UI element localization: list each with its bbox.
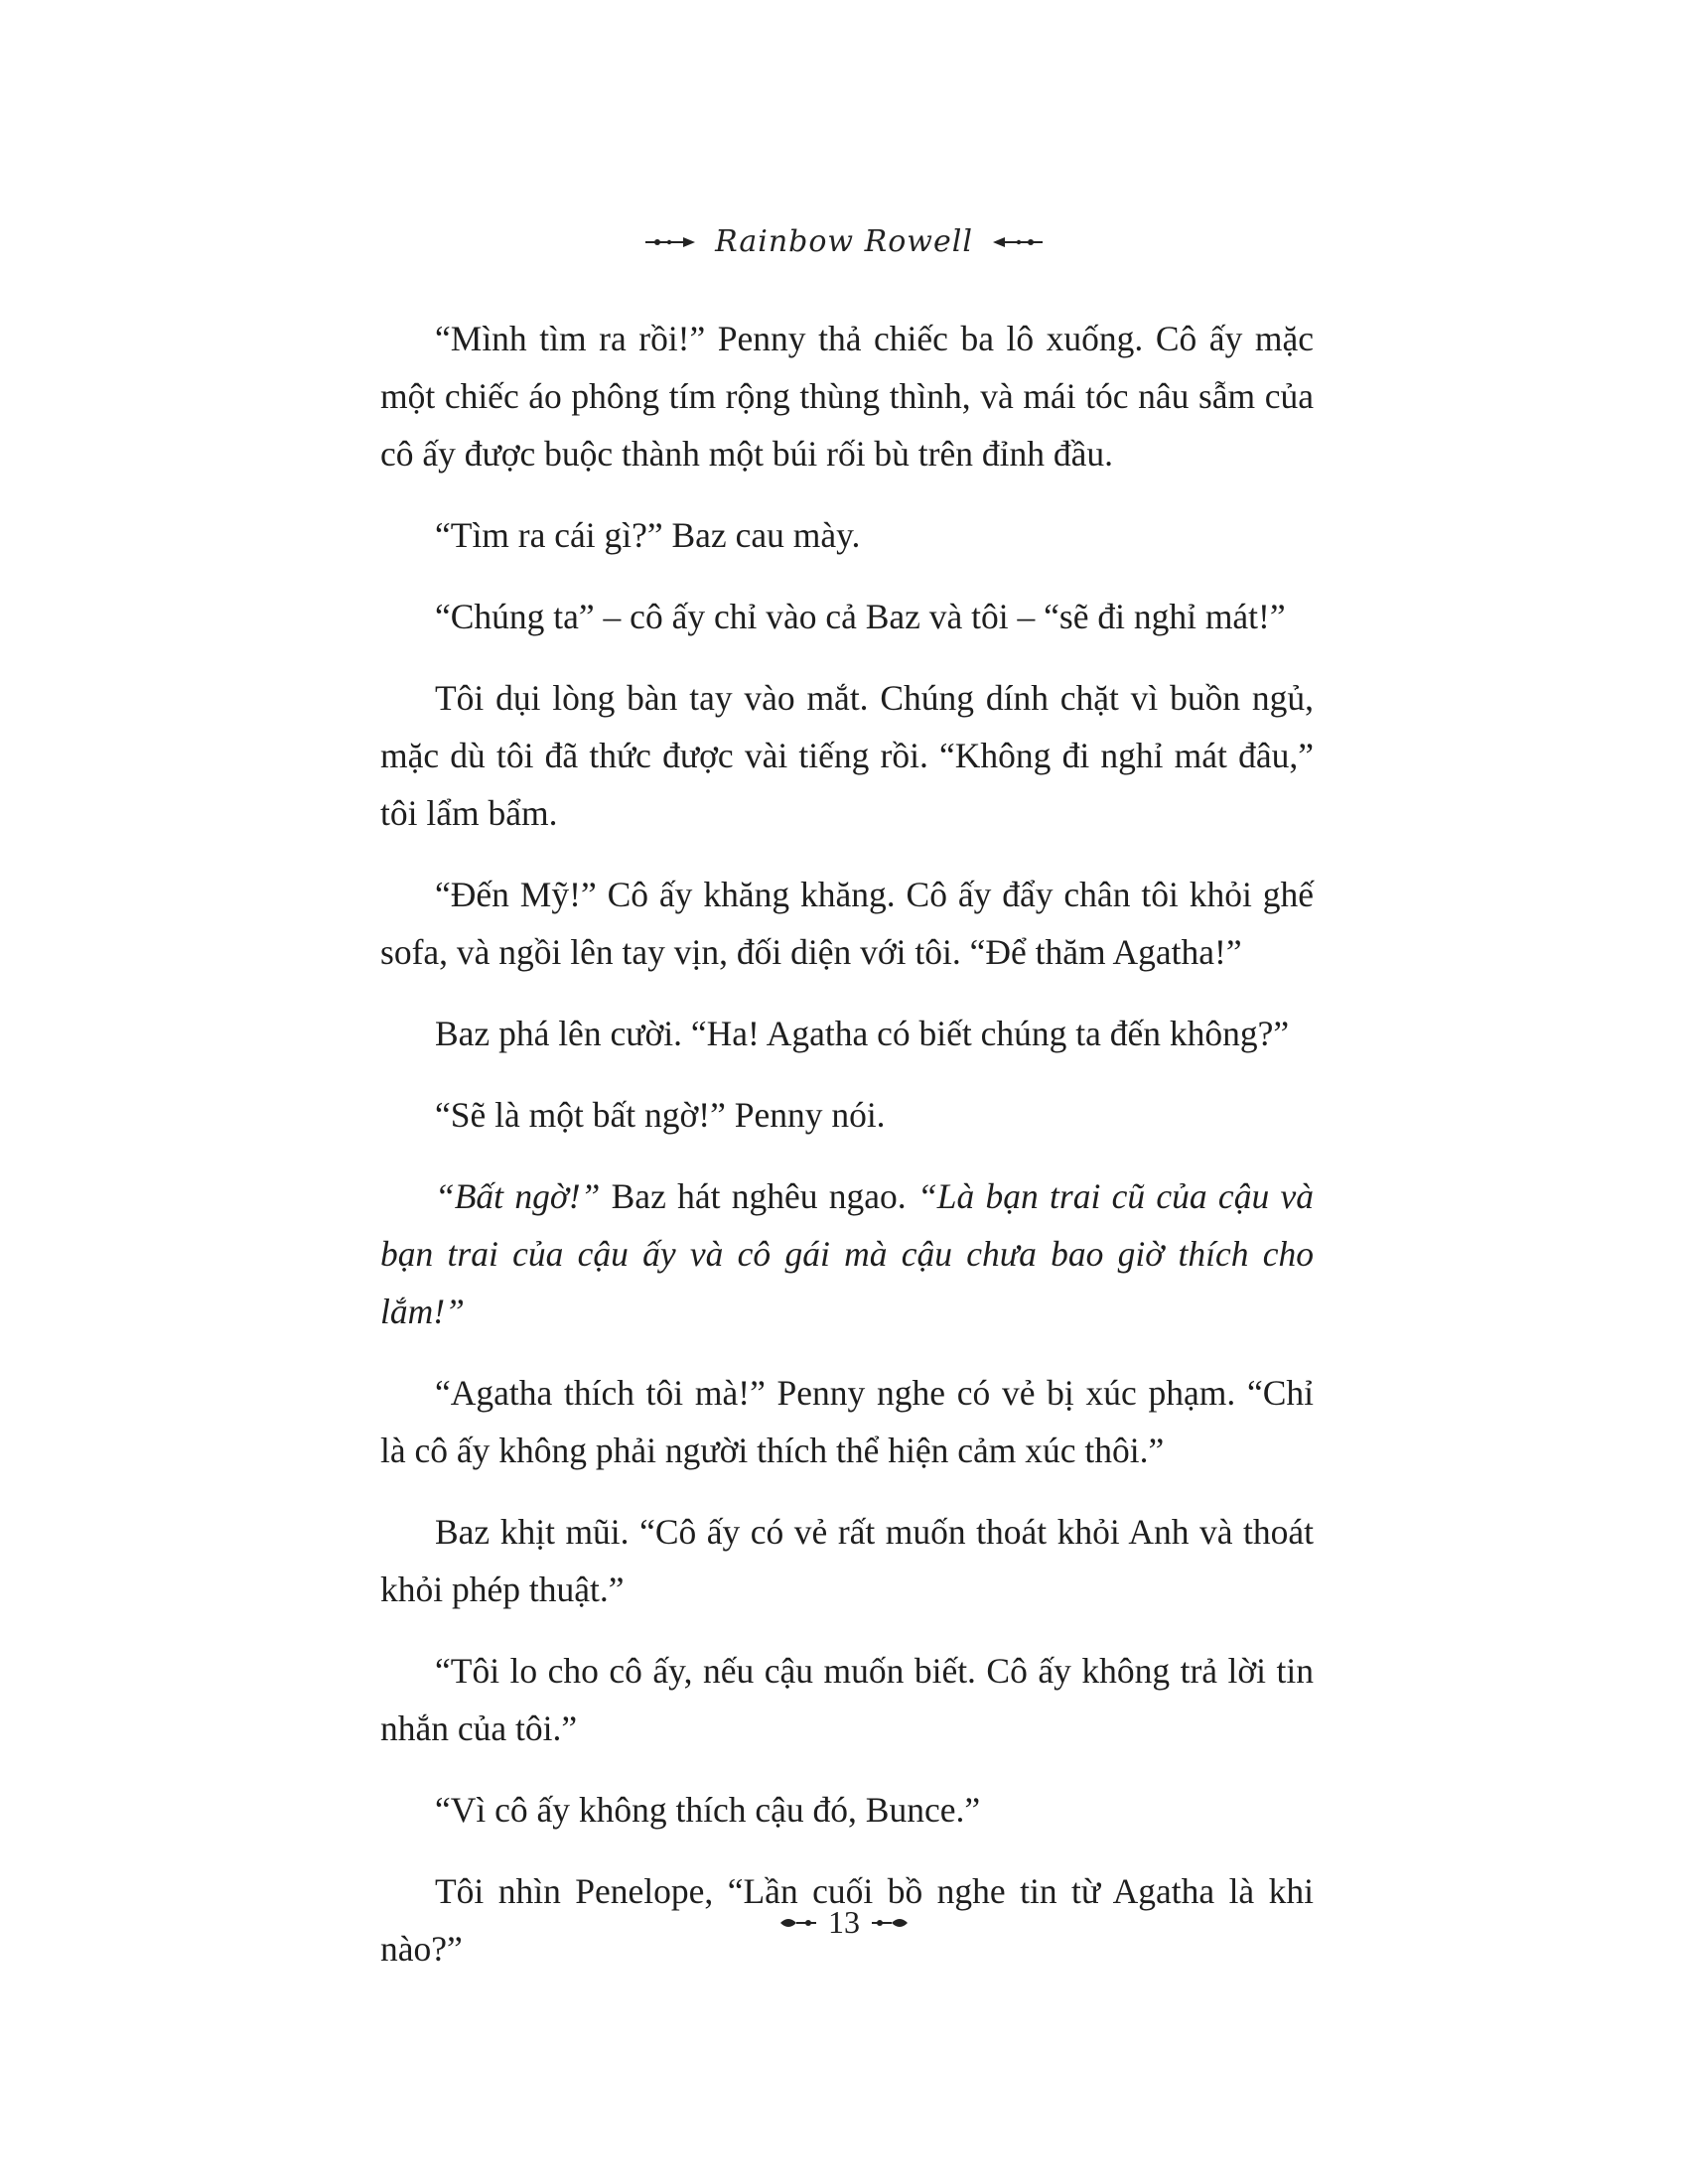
italic-quote: “Bất ngờ!” bbox=[435, 1176, 601, 1216]
narration: Baz hát nghêu ngao. bbox=[600, 1176, 917, 1216]
paragraph: Tôi dụi lòng bàn tay vào mắt. Chúng dính chặt vì buồn ngủ, mặc dù tôi đã thức được vài tiếng rồi. “Không đi nghỉ mát đâu,” tôi lẩm bẩm. bbox=[380, 678, 1314, 833]
page-number: 13 bbox=[828, 1904, 860, 1940]
paragraph: Baz khịt mũi. “Cô ấy có vẻ rất muốn thoát khỏi Anh và thoát khỏi phép thuật.” bbox=[380, 1512, 1314, 1609]
paragraph: “Tôi lo cho cô ấy, nếu cậu muốn biết. Cô ấy không trả lời tin nhắn của tôi.” bbox=[380, 1651, 1314, 1748]
left-fleuron-icon bbox=[778, 1913, 818, 1933]
italic-quote: “Là bạn trai cũ của cậu và bạn trai của cậu ấy và cô gái mà cậu chưa bao giờ thích cho lắm!” bbox=[380, 1176, 1314, 1331]
paragraph: “Tìm ra cái gì?” Baz cau mày. bbox=[435, 515, 861, 555]
paragraph: “Vì cô ấy không thích cậu đó, Bunce.” bbox=[435, 1790, 981, 1830]
running-header bbox=[0, 224, 1688, 259]
paragraph: “Agatha thích tôi mà!” Penny nghe có vẻ bị xúc phạm. “Chỉ là cô ấy không phải người thích thể hiện cảm xúc thôi.” bbox=[380, 1373, 1314, 1470]
page-folio bbox=[0, 1904, 1688, 1941]
left-ornament-icon bbox=[643, 235, 699, 249]
right-fleuron-icon bbox=[870, 1913, 910, 1933]
paragraph: “Chúng ta” – cô ấy chỉ vào cả Baz và tôi – “sẽ đi nghỉ mát!” bbox=[435, 597, 1286, 636]
paragraph: “Đến Mỹ!” Cô ấy khăng khăng. Cô ấy đẩy chân tôi khỏi ghế sofa, và ngồi lên tay vịn, đối diện với tôi. “Để thăm Agatha!” bbox=[380, 875, 1314, 972]
paragraph: “Mình tìm ra rồi!” Penny thả chiếc ba lô xuống. Cô ấy mặc một chiếc áo phông tím rộng thùng thình, và mái tóc nâu sẫm của cô ấy được buộc thành một búi rối bù trên đỉnh đầu. bbox=[380, 319, 1314, 474]
paragraph-mixed bbox=[380, 1167, 1314, 1340]
running-header-author: Rainbow Rowell bbox=[715, 224, 973, 259]
body-text bbox=[380, 310, 1314, 2001]
paragraph: Tôi nhìn Penelope, “Lần cuối bồ nghe tin từ Agatha là khi nào?” bbox=[380, 1871, 1314, 1969]
paragraph: Baz phá lên cười. “Ha! Agatha có biết chúng ta đến không?” bbox=[435, 1014, 1290, 1053]
paragraph: “Sẽ là một bất ngờ!” Penny nói. bbox=[435, 1095, 886, 1135]
right-ornament-icon bbox=[989, 235, 1045, 249]
